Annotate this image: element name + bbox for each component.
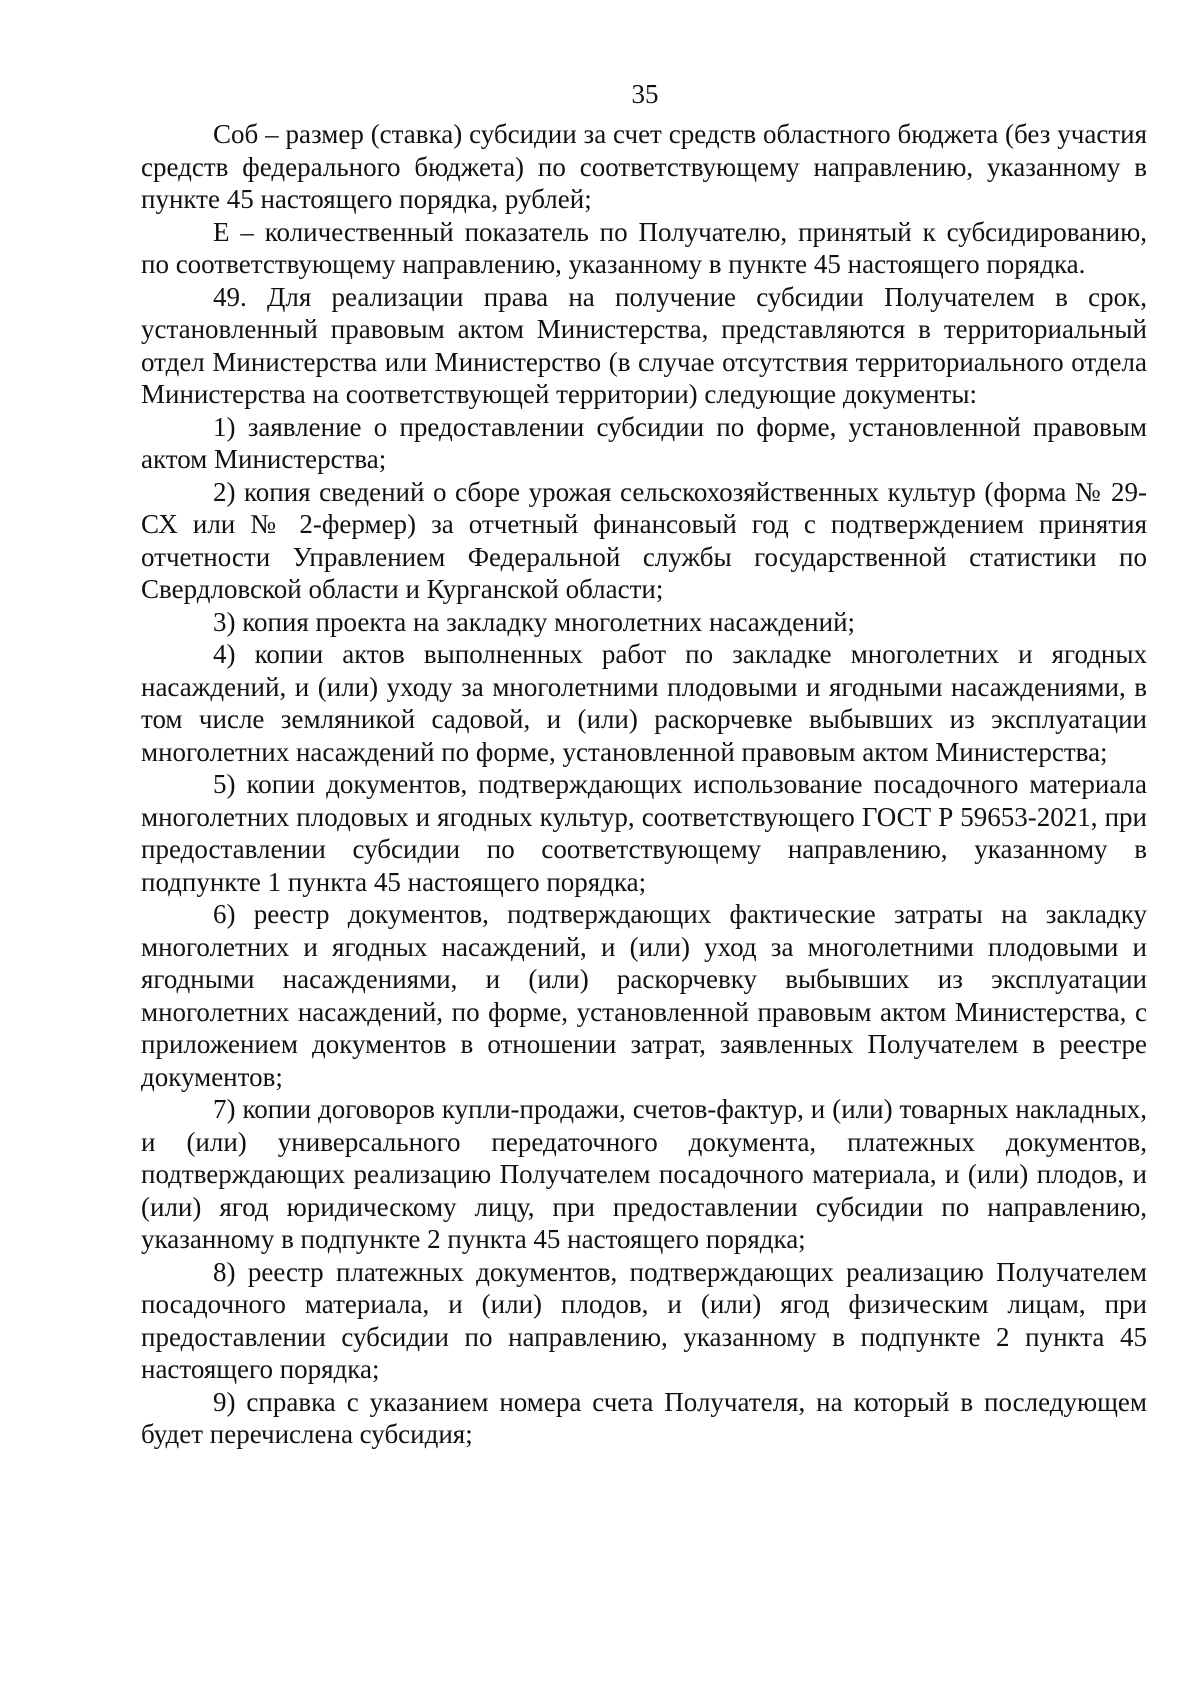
list-item-5: 5) копии документов, подтверждающих использование посадочного материала многолетних плодовых и ягодных культур, соответствующего ГОСТ Р 59653-2021, при предоставлении субсидии по соответствующему направлению, указанному в подпункте 1 пункта 45 настоящего порядка; (141, 769, 1147, 897)
list-item-1: 1) заявление о предоставлении субсидии по форме, установленной правовым актом Министерства; (141, 411, 1147, 474)
document-body (141, 118, 1147, 1451)
list-item-7: 7) копии договоров купли-продажи, счетов-фактур, и (или) товарных накладных, и (или) универсального передаточного документа, платежных документов, подтверждающих реализацию Получателем посадочного материала, и (или) плодов, и (или) ягод юридическому лицу, при предоставлении субсидии по направлению, указанному в подпункте 2 пункта 45 настоящего порядка; (141, 1094, 1147, 1254)
list-item-9: 9) справка с указанием номера счета Получателя, на который в последующем будет перечислена субсидия; (141, 1386, 1147, 1449)
list-item-4: 4) копии актов выполненных работ по закладке многолетних и ягодных насаждений, и (или) уходу за многолетними плодовыми и ягодными насаждениями, в том числе земляникой садовой, и (или) раскорчевке выбывших из эксплуатации многолетних насаждений по форме, установленной правовым актом Министерства; (141, 639, 1147, 767)
paragraph-formula-sob-definition: Соб – размер (ставка) субсидии за счет средств областного бюджета (без участия средств федерального бюджета) по соответствующему направлению, указанному в пункте 45 настоящего порядка, рублей; (141, 119, 1147, 214)
paragraph-item-49: 49. Для реализации права на получение субсидии Получателем в срок, установленный правовым актом Министерства, представляются в территориальный отдел Министерства или Министерство (в случае отсутствия территориального отдела Министерства на соответствующей территории) следующие документы: (141, 281, 1147, 409)
page-number: 35 (631, 79, 659, 109)
list-item-6: 6) реестр документов, подтверждающих фактические затраты на закладку многолетних и ягодных насаждений, и (или) уход за многолетними плодовыми и ягодными насаждениями, и (или) раскорчевку выбывших из эксплуатации многолетних насаждений, по форме, установленной правовым актом Министерства, с приложением документов в отношении затрат, заявленных Получателем в реестре документов; (141, 899, 1147, 1092)
list-item-8: 8) реестр платежных документов, подтверждающих реализацию Получателем посадочного материала, и (или) плодов, и (или) ягод физическим лицам, при предоставлении субсидии по направлению, указанному в подпункте 2 пункта 45 настоящего порядка; (141, 1256, 1147, 1384)
list-item-2: 2) копия сведений о сборе урожая сельскохозяйственных культур (форма № 29-СХ или № 2-фермер) за отчетный финансовый год с подтверждением принятия отчетности Управлением Федеральной службы государственной статистики по Свердловской области и Курганской области; (141, 476, 1147, 604)
paragraph-formula-e-definition: Е – количественный показатель по Получателю, принятый к субсидированию, по соответствующему направлению, указанному в пункте 45 настоящего порядка. (141, 216, 1147, 279)
list-item-3: 3) копия проекта на закладку многолетних насаждений; (213, 606, 856, 637)
